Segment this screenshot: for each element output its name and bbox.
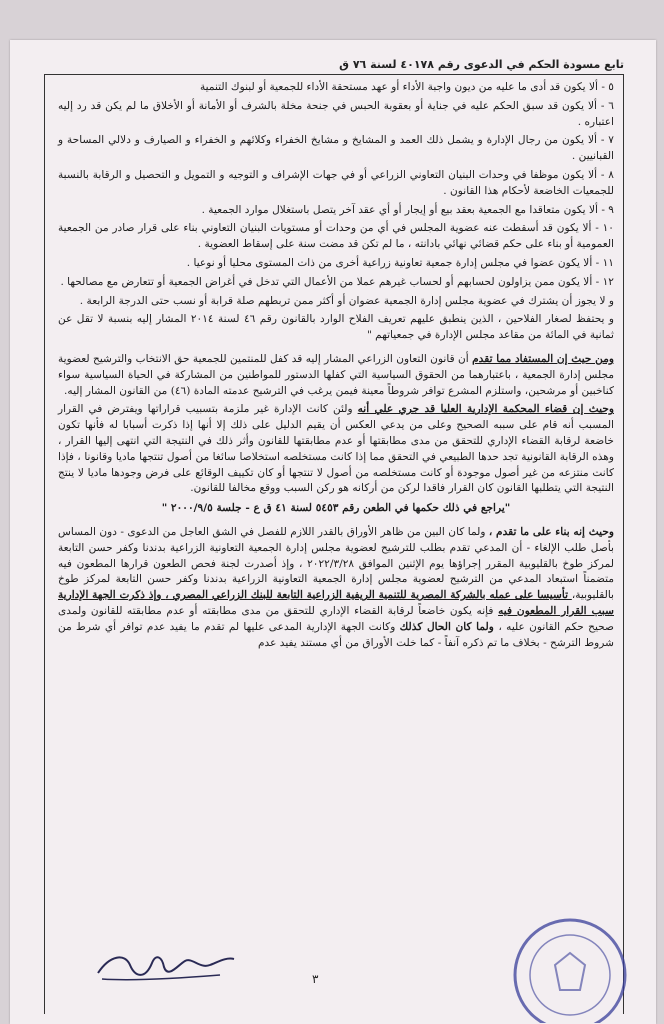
condition-11: ١١ - ألا يكون عضوا في مجلس إدارة جمعية تعاونية زراعية أخرى من ذات المستوى محليا أو نوعيا . [186,256,614,269]
paragraph-text: ولئن كانت الإدارة غير ملزمة بتسبيب قراراتها ويفترض في القرار المسبب أنه قام على سببه الصحيح وعلى من يدعي العكس أن يقيم الدليل على ذلك إلا أنها إذا ذكرت أسبابا له فأنها تكون خاضعة لرقابة القضاء الإداري للتحقق من مدى مطابقتها أو عدم مطابقتها للقانون وأثر ذلك في النتيجة التي انتهى إليها القرار ، وهذه الرقابة القانونية تجد حدها الطبيعي في التحقق مما إذا كانت مستخلصه استخلاصا سائغا من أصول تنتجها ماديا وقانونا ، فإذا كانت منتزعه من غير أصول موجودة أو كانت مستخلصه من أصول لا تنتجها أو كان تكييف الوقائع على فرض وجودها ماديا لا ينتج النتيجة التي يتطلبها القانون كان القرار فاقدا لركن من أركانه هو ركن السبب ووقع مخالفا للقانون. [58,403,615,495]
paragraph-supreme-court [58,402,614,497]
condition-9: ٩ - ألا يكون متعاقدا مع الجمعية بعقد بيع أو إيجار أو أي عقد آخر يتصل باستغلال موارد الجمعية . [201,203,614,216]
condition-10: ١٠ - ألا يكون قد أسقطت عنه عضوية المجلس في أي من وحدات أو مستويات البنيان التعاوني بناء على قرار صادر من الجمعية العمومية أو بناء على حكم قضائي نهائي بادانته ، ما لم تكن قد مضت سنة على إسقاط العضوية . [58,222,614,251]
kinship-rule: و لا يجوز أن يشترك في عضوية مجلس إدارة الجمعية عضوان أو أكثر ممن تربطهم صلة قرابة أو نسب حتى الدرجة الرابعة . [79,294,614,307]
highlight-reason: تأسيسا على عمله بالشركة المصرية للتنمية الريفية الزراعية التابعة للبنك الزراعي المصري ، [165,589,572,602]
paragraph-text: أن قانون التعاون الزراعي المشار إليه قد كفل للمنتمين للجمعية حق الانتخاب والترشيح لعضوية مجلس إدارة الجمعية ، باعتبارهما من الحقوق السياسية التي كفلها الدستور للمواطنين من المشاركة في الحياة السياسية سواء كناخبين أو مرشحين، واستلزم المشرع توافر شروطاً معينة فيمن يرغب في الترشيح عدمته المادة (٤٦) من القانون المشار إليه. [58,352,614,397]
condition-12: ١٢ - ألا يكون ممن يزاولون لحسابهم أو لحساب غيرهم عملا من الأعمال التي تدخل في أغراض الجمعية أو تتعارض مع مصالحها . [60,275,614,288]
signature-icon [90,935,240,990]
citation: "يراجع في ذلك حكمها في الطعن رقم ٥٤٥٣ لسنة ٤١ ق ع - جلسة ٢٠٠٠/٩/٥ " [161,502,511,515]
small-farmers-rule: و يحتفظ لصغار الفلاحين ، الذين ينطبق عليهم تعريف الفلاح الوارد بالقانون رقم ٤٦ لسنة ٢٠١٤ المشار إليه بنسبة لا تقل عن ثمانية في المائة من مقاعد مجلس الإدارة في جمعياتهم " [58,313,614,342]
paragraph-text: وكانت الجهة الإدارية المدعى عليها لم تقدم ما يفيد عدم توافر أي شرط من شروط الترشح - بخلاف ما تم ذكره آنفاً - كما خلت الأوراق من أي مستند يفيد عدم [58,620,614,649]
paragraph-law-summary [58,352,614,399]
seal-stamp-icon [500,905,630,1023]
document-body [58,80,614,654]
paragraph-lead: ومن حيث إن المستفاد مما تقدم [472,352,614,365]
highlight-cause: وإذ ذكرت الجهة الإدارية سبب القرار المطعون فيه [58,589,614,617]
paragraph-text: فإنه يكون خاضعاً لرقابة القضاء الإداري للتحقق من مدى مطابقته أو عدم مطابقته للقانون ولمدى صحيح حكم القانون عليه ، [58,604,614,633]
condition-7: ٧ - ألا يكون من رجال الإدارة و يشمل ذلك العمد و المشايخ و مشايخ الخفراء وكلائهم و الخفراء و الصيارف و دلالي المساحة و القبانيين . [58,134,614,163]
page-number: ٣ [312,972,319,986]
condition-5: ٥ - ألا يكون قد أدى ما عليه من ديون واجبة الأداء أو عهد مستحقة الأداء للجمعية أو لبنوك التنمية [199,81,614,93]
paragraph-lead: وحيث إن قضاء المحكمة الإدارية العليا قد جري علي أنه [357,403,614,416]
condition-8: ٨ - ألا يكون موظفا في وحدات البنيان التعاوني الزراعي أو في جهات الإشراف و التوجيه و التمويل و التحصيل و الرقابة بالنسبة للجمعيات الخاضعة لأحكام هذا القانون . [58,168,614,197]
highlight-case: ولما كان الحال كذلك [399,620,499,633]
paragraph-lead: وحيث إنه بناء على ما تقدم ، [488,525,614,538]
paragraph-ruling [58,525,614,651]
condition-6: ٦ - ألا يكون قد سبق الحكم عليه في جناية أو بعقوبة الحبس في جنحة مخلة بالشرف أو الأمانة أو الأخلاق ما لم يكن قد رد إليه اعتباره . [58,99,614,128]
page-header: تابع مسودة الحكم في الدعوى رقم ٤٠١٧٨ لسنة ٧٦ ق [339,58,624,71]
paragraph-text: ولما كان البين من ظاهر الأوراق بالقدر اللازم للفصل في الشق العاجل من الدعوى - دون المساس بأصل طلب الإلغاء - أن المدعي تقدم بطلب للترشيح لعضوية مجلس إدارة الجمعية التعاونية الزراعية بدندنا وكفر حسن التابعة لمركز طوخ بالقليوبية المقرر إجراؤها يوم الإثنين الموافق ٢٠٢٢/٣/٢٨ ، وإذ أصدرت لجنة فحص الطعون قرارها المطعون فيه متضمناً استبعاد المدعي من الترشيح لعضوية مجلس إدارة الجمعية التعاونية الزراعية بدندنا وكفر حسن التابعة لمركز طوخ بالقليوبية، [58,525,614,602]
